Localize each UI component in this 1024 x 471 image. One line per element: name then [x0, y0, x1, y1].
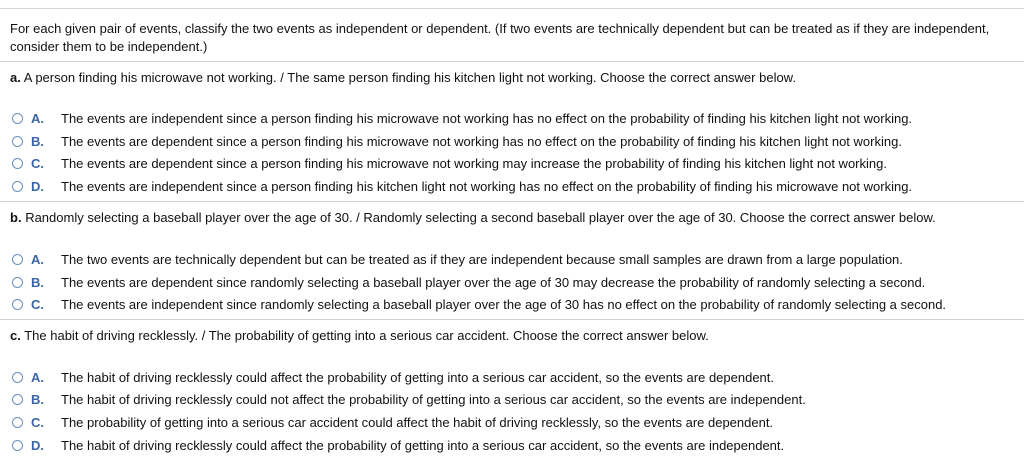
- option-b-A[interactable]: [12, 250, 903, 268]
- option-b-C[interactable]: [12, 295, 946, 313]
- option-text: The events are independent since a person finding his kitchen light not working has no effect on the probability of finding his microwave not working.: [61, 178, 913, 194]
- question-b-label: b.: [10, 210, 22, 225]
- option-text: The habit of driving recklessly could affect the probability of getting into a serious car accident, so the events are independent.: [61, 437, 785, 453]
- section-divider: [0, 61, 1024, 62]
- option-a-D[interactable]: [12, 177, 912, 195]
- option-letter: C.: [31, 155, 44, 171]
- option-letter: A.: [31, 369, 44, 385]
- radio-button[interactable]: [12, 158, 23, 169]
- radio-button[interactable]: [12, 440, 23, 451]
- section-divider: [0, 201, 1024, 202]
- option-letter: B.: [31, 391, 44, 407]
- option-c-D[interactable]: [12, 436, 784, 454]
- question-c-label: c.: [10, 328, 21, 343]
- top-divider: [0, 8, 1024, 9]
- instructions: For each given pair of events, classify the two events as independent or dependent. (If two events are technically dependent but can be treated as if they are independent, consider them to be independent.): [10, 21, 990, 54]
- option-text: The events are dependent since randomly selecting a baseball player over the age of 30 may decrease the probability of randomly selecting a second.: [61, 274, 926, 290]
- radio-button[interactable]: [12, 417, 23, 428]
- question-b-text: Randomly selecting a baseball player over the age of 30. / Randomly selecting a second baseball player over the age of 30. Choose the correct answer below.: [25, 210, 936, 225]
- question-b: [10, 210, 936, 226]
- question-c-text: The habit of driving recklessly. / The probability of getting into a serious car accident. Choose the correct answer below.: [24, 328, 709, 343]
- option-text: The habit of driving recklessly could affect the probability of getting into a serious car accident, so the events are dependent.: [61, 369, 775, 385]
- option-a-C[interactable]: [12, 154, 887, 172]
- radio-button[interactable]: [12, 136, 23, 147]
- question-a-label: a.: [10, 70, 21, 85]
- option-a-A[interactable]: [12, 109, 912, 127]
- radio-button[interactable]: [12, 254, 23, 265]
- option-text: The two events are technically dependent but can be treated as if they are independent because small samples are drawn from a large population.: [61, 251, 903, 267]
- option-b-B[interactable]: [12, 273, 925, 291]
- option-letter: B.: [31, 133, 44, 149]
- option-c-C[interactable]: [12, 413, 773, 431]
- option-text: The probability of getting into a serious car accident could affect the habit of driving recklessly, so the events are dependent.: [61, 414, 774, 430]
- section-divider: [0, 319, 1024, 320]
- option-text: The events are independent since randomly selecting a baseball player over the age of 30 has no effect on the probability of randomly selecting a second.: [61, 296, 947, 312]
- option-letter: C.: [31, 296, 44, 312]
- option-letter: D.: [31, 437, 44, 453]
- option-text: The events are independent since a person finding his microwave not working has no effect on the probability of finding his kitchen light not working.: [61, 110, 913, 126]
- option-letter: A.: [31, 251, 44, 267]
- option-letter: B.: [31, 274, 44, 290]
- radio-button[interactable]: [12, 113, 23, 124]
- option-text: The events are dependent since a person finding his microwave not working has no effect on the probability of finding his kitchen light not working.: [61, 133, 902, 149]
- question-c: [10, 328, 709, 344]
- option-c-B[interactable]: [12, 390, 806, 408]
- option-a-B[interactable]: [12, 132, 902, 150]
- option-text: The events are dependent since a person finding his microwave not working may increase the probability of finding his kitchen light not working.: [61, 155, 887, 171]
- radio-button[interactable]: [12, 181, 23, 192]
- radio-button[interactable]: [12, 299, 23, 310]
- option-c-A[interactable]: [12, 368, 774, 386]
- option-letter: C.: [31, 414, 44, 430]
- question-a-text: A person finding his microwave not working. / The same person finding his kitchen light not working. Choose the correct answer below.: [23, 70, 796, 85]
- radio-button[interactable]: [12, 394, 23, 405]
- option-text: The habit of driving recklessly could not affect the probability of getting into a serious car accident, so the events are independent.: [61, 391, 806, 407]
- radio-button[interactable]: [12, 277, 23, 288]
- radio-button[interactable]: [12, 372, 23, 383]
- question-a: [10, 70, 796, 86]
- option-letter: D.: [31, 178, 44, 194]
- option-letter: A.: [31, 110, 44, 126]
